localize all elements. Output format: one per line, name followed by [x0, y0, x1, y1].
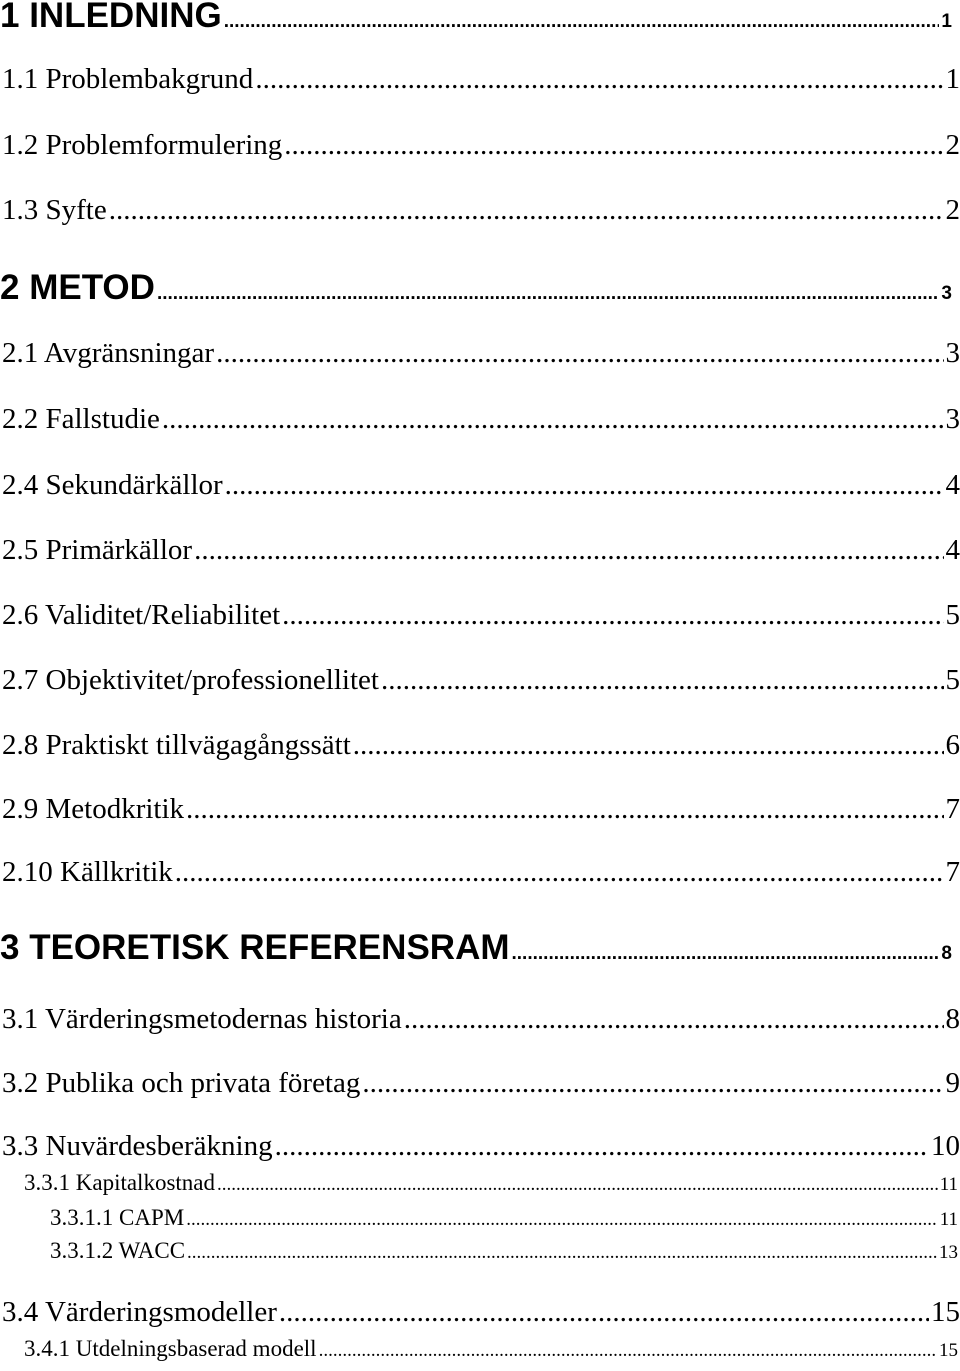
- toc-leader: [275, 1130, 929, 1163]
- toc-leader: [255, 63, 943, 96]
- toc-entry-3-3-1-1[interactable]: [50, 1205, 958, 1231]
- toc-entry-2-9[interactable]: [2, 793, 960, 826]
- toc-leader: [216, 337, 943, 370]
- toc-title: 3.4.1 Utdelningsbaserad modell: [24, 1336, 317, 1361]
- toc-page: 11: [939, 1209, 958, 1230]
- toc-leader: [162, 403, 944, 436]
- toc-entry-2-2[interactable]: [2, 403, 960, 436]
- toc-entry-2-5[interactable]: [2, 534, 960, 567]
- toc-page: 5: [945, 664, 960, 696]
- toc-entry-1[interactable]: [0, 0, 952, 36]
- toc-page: 10: [931, 1130, 960, 1162]
- toc-page: 3: [941, 283, 952, 304]
- toc-title: 3.3.1 Kapitalkostnad: [24, 1170, 215, 1195]
- toc-title: 3.1 Värderingsmetodernas historia: [2, 1003, 402, 1035]
- toc-leader: [109, 194, 944, 227]
- toc-title: 1 INLEDNING: [0, 0, 222, 35]
- toc-title: 2.4 Sekundärkällor: [2, 469, 223, 501]
- toc-entry-3-3-1-2[interactable]: [50, 1238, 958, 1264]
- toc-title: 3.3 Nuvärdesberäkning: [2, 1130, 273, 1162]
- toc-entry-2-7[interactable]: [2, 664, 960, 697]
- toc-page: 6: [945, 729, 960, 761]
- toc-entry-2-4[interactable]: [2, 469, 960, 502]
- toc-page: 15: [939, 1340, 958, 1361]
- toc-title: 2.6 Validitet/Reliabilitet: [2, 599, 281, 631]
- toc-leader: [225, 469, 944, 502]
- toc-leader: [186, 793, 943, 826]
- toc-title: 2.5 Primärkällor: [2, 534, 193, 566]
- toc-title: 2.8 Praktiskt tillvägagångssätt: [2, 729, 351, 761]
- toc-leader: [381, 664, 944, 697]
- toc-entry-3-3-1[interactable]: [24, 1170, 958, 1196]
- toc-leader: [362, 1067, 943, 1100]
- toc-page: 2: [945, 194, 960, 226]
- toc-entry-2[interactable]: [0, 268, 952, 308]
- toc-leader: [157, 283, 939, 305]
- toc-entry-2-8[interactable]: [2, 729, 960, 762]
- toc-title: 3 TEORETISK REFERENSRAM: [0, 928, 510, 967]
- toc-leader: [284, 129, 943, 162]
- toc-leader: [319, 1340, 937, 1362]
- toc-page: 4: [945, 534, 960, 566]
- toc-page: 11: [939, 1174, 958, 1195]
- toc-page: 9: [945, 1067, 960, 1099]
- toc-leader: [187, 1242, 937, 1264]
- toc-entry-1-3[interactable]: [2, 194, 960, 227]
- toc-leader: [194, 534, 943, 567]
- toc-page: 2: [945, 129, 960, 161]
- toc-title: 2.7 Objektivitet/professionellitet: [2, 664, 379, 696]
- toc-title: 2 METOD: [0, 268, 155, 307]
- toc-title: 2.2 Fallstudie: [2, 403, 160, 435]
- toc-entry-3-3[interactable]: [2, 1130, 960, 1163]
- toc-page: 1: [941, 11, 952, 32]
- toc-page: 7: [945, 793, 960, 825]
- toc-leader: [175, 856, 944, 889]
- toc-leader: [279, 1296, 929, 1329]
- toc-entry-3[interactable]: [0, 928, 952, 968]
- toc-page: 3: [945, 337, 960, 369]
- toc-leader: [353, 729, 944, 762]
- toc-title: 3.3.1.2 WACC: [50, 1238, 186, 1263]
- toc-leader: [282, 599, 943, 632]
- toc-page: 8: [941, 943, 952, 964]
- toc-page: 4: [945, 469, 960, 501]
- toc-leader: [186, 1209, 938, 1231]
- toc-title: 2.9 Metodkritik: [2, 793, 185, 825]
- toc-entry-2-6[interactable]: [2, 599, 960, 632]
- toc-leader: [512, 943, 940, 965]
- toc-entry-1-1[interactable]: [2, 63, 960, 96]
- toc-page: 3: [945, 403, 960, 435]
- toc-entry-1-2[interactable]: [2, 129, 960, 162]
- toc-entry-2-1[interactable]: [2, 337, 960, 370]
- toc-page: 15: [931, 1296, 960, 1328]
- toc-page: 8: [945, 1003, 960, 1035]
- toc-page: 13: [939, 1242, 958, 1263]
- toc-leader: [224, 11, 940, 33]
- toc-title: 3.2 Publika och privata företag: [2, 1067, 361, 1099]
- toc-title: 2.10 Källkritik: [2, 856, 173, 888]
- toc-page: 5: [945, 599, 960, 631]
- toc-entry-3-2[interactable]: [2, 1067, 960, 1100]
- toc-title: 3.3.1.1 CAPM: [50, 1205, 185, 1230]
- toc-page: 7: [945, 856, 960, 888]
- toc-title: 1.1 Problembakgrund: [2, 63, 254, 95]
- toc-entry-3-1[interactable]: [2, 1003, 960, 1036]
- toc-entry-3-4[interactable]: [2, 1296, 960, 1329]
- toc-title: 1.2 Problemformulering: [2, 129, 283, 161]
- toc-page: 1: [945, 63, 960, 95]
- toc-title: 2.1 Avgränsningar: [2, 337, 215, 369]
- toc-entry-2-10[interactable]: [2, 856, 960, 889]
- toc-entry-3-4-1[interactable]: [24, 1336, 958, 1362]
- toc-leader: [217, 1174, 938, 1196]
- toc-title: 3.4 Värderingsmodeller: [2, 1296, 277, 1328]
- toc-title: 1.3 Syfte: [2, 194, 107, 226]
- toc-leader: [404, 1003, 944, 1036]
